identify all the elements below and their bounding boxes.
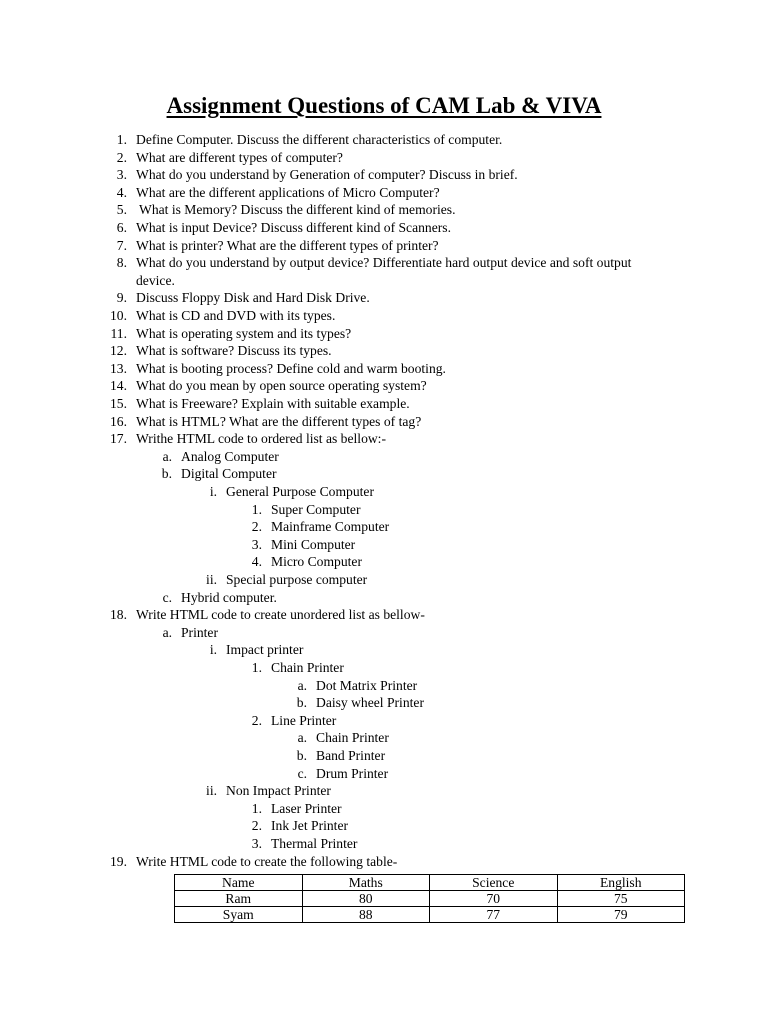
list-text: device. (136, 272, 175, 288)
table-cell: 79 (557, 907, 685, 923)
list-marker: 2. (251, 712, 262, 728)
list-item (110, 307, 336, 325)
table-header-row (175, 875, 685, 891)
list-item (110, 606, 425, 624)
list-marker: 11. (110, 325, 127, 341)
list-marker: 1. (251, 800, 262, 816)
list-marker: ii. (206, 572, 217, 587)
list-text: Micro Computer (271, 554, 362, 570)
table-cell: 70 (430, 891, 558, 907)
table-cell: 88 (302, 907, 430, 923)
list-item (296, 747, 386, 765)
list-text: What is booting process? Define cold and warm booting. (136, 360, 446, 376)
list-marker: 10. (110, 308, 127, 323)
list-marker: b. (296, 748, 307, 763)
list-text: What is CD and DVD with its types. (136, 308, 336, 323)
list-marker: 12. (110, 343, 127, 359)
list-marker: ii. (206, 783, 217, 799)
table-header-cell: Name (175, 875, 303, 891)
list-text: Daisy wheel Printer (316, 695, 424, 711)
list-text: Mainframe Computer (271, 519, 390, 535)
list-marker: 3. (251, 536, 262, 552)
list-text: Non Impact Printer (226, 783, 331, 799)
list-marker: 2. (251, 818, 262, 834)
list-text: Digital Computer (181, 466, 277, 482)
list-marker: 17. (110, 431, 127, 447)
list-item (110, 325, 352, 343)
list-marker: a. (162, 448, 172, 464)
list-item (206, 782, 331, 800)
list-marker: 8. (116, 255, 127, 271)
list-item (251, 712, 337, 730)
list-text: Laser Printer (271, 800, 342, 816)
list-item (110, 430, 386, 448)
list-marker: 5. (116, 202, 127, 218)
list-text: Discuss Floppy Disk and Hard Disk Drive. (136, 290, 370, 306)
list-text: Mini Computer (271, 536, 356, 552)
table-cell: 75 (557, 891, 685, 907)
list-item (297, 677, 418, 695)
list-item (251, 553, 362, 571)
list-text: Hybrid computer. (181, 589, 277, 605)
table-cell: Ram (175, 891, 303, 907)
list-text: What are different types of computer? (136, 149, 343, 165)
list-marker: a. (297, 730, 307, 746)
document-title: Assignment Questions of CAM Lab & VIVA (166, 93, 602, 118)
list-item (297, 729, 389, 747)
table-header-cell: English (557, 875, 685, 891)
list-marker: c. (297, 765, 307, 781)
list-text: Writhe HTML code to ordered list as bellow:- (136, 431, 386, 447)
list-text: What is software? Discuss its types. (136, 343, 332, 359)
list-item (110, 377, 427, 395)
list-item (251, 817, 349, 835)
list-text: Write HTML code to create the following table- (136, 853, 398, 869)
marks-table (174, 874, 685, 923)
list-item (116, 254, 632, 272)
list-marker: 4. (116, 184, 127, 200)
list-marker: 15. (110, 396, 127, 411)
list-text: Super Computer (271, 501, 361, 517)
list-text: What is printer? What are the different types of printer? (136, 237, 439, 253)
list-item (297, 765, 389, 783)
table-cell: Syam (175, 907, 303, 923)
list-marker: b. (161, 466, 172, 482)
list-item (116, 166, 518, 184)
list-item (209, 641, 304, 659)
list-marker: 6. (116, 220, 127, 235)
list-text: Impact printer (226, 642, 304, 658)
list-marker: i. (209, 642, 217, 658)
list-marker: 13. (110, 360, 127, 376)
list-marker: 1. (116, 132, 127, 147)
list-text: Drum Printer (316, 765, 389, 781)
list-text: Ink Jet Printer (271, 818, 349, 834)
list-marker: i. (209, 484, 217, 499)
list-marker: 3. (251, 836, 262, 851)
table-row (175, 907, 685, 923)
list-marker: 9. (116, 290, 127, 306)
list-item (110, 360, 446, 378)
list-marker: a. (297, 677, 307, 693)
list-item (162, 448, 279, 466)
list-marker: 1. (251, 501, 262, 517)
list-text: Band Printer (316, 748, 386, 763)
list-item (110, 413, 422, 431)
table-header-cell: Maths (302, 875, 430, 891)
list-text: Chain Printer (316, 730, 389, 746)
list-item (162, 624, 218, 642)
list-text: What are the different applications of Micro Computer? (136, 184, 440, 200)
list-item (110, 342, 332, 360)
list-marker: 2. (251, 519, 262, 535)
list-marker: 18. (110, 607, 127, 623)
list-marker: c. (162, 589, 172, 605)
list-item (161, 465, 277, 483)
list-item (116, 131, 503, 149)
list-item (251, 536, 356, 554)
list-marker: 3. (116, 167, 127, 183)
list-item (251, 518, 390, 536)
list-text: Analog Computer (181, 448, 279, 464)
list-text: General Purpose Computer (226, 484, 374, 499)
list-text: What is operating system and its types? (136, 325, 352, 341)
list-text: Write HTML code to create unordered list as bellow- (136, 607, 425, 623)
list-marker: 19. (110, 853, 127, 869)
table-row (175, 891, 685, 907)
list-item (116, 289, 370, 307)
list-marker: 1. (251, 660, 262, 675)
list-text: Special purpose computer (226, 572, 368, 587)
list-item (110, 395, 410, 413)
list-marker: 14. (110, 378, 127, 394)
list-item (116, 149, 343, 167)
table-cell: 80 (302, 891, 430, 907)
list-item (206, 571, 368, 589)
list-text: What is Memory? Discuss the different kind of memories. (139, 202, 456, 218)
list-marker: 4. (251, 554, 262, 570)
list-text: What do you mean by open source operating system? (136, 378, 427, 394)
list-text: Thermal Printer (271, 836, 358, 851)
list-text: Line Printer (271, 712, 337, 728)
list-item (251, 659, 344, 677)
list-text: Dot Matrix Printer (316, 677, 418, 693)
list-item (251, 800, 342, 818)
list-marker: 7. (116, 237, 127, 253)
list-item (110, 853, 398, 871)
list-marker: 2. (116, 149, 127, 165)
list-text: Define Computer. Discuss the different characteristics of computer. (136, 132, 503, 147)
list-text: What is HTML? What are the different types of tag? (136, 413, 422, 429)
table-cell: 77 (430, 907, 558, 923)
list-text: What do you understand by output device? Differentiate hard output device and soft output (136, 255, 632, 271)
list-item (162, 589, 277, 607)
list-item (251, 835, 358, 853)
list-text: What do you understand by Generation of computer? Discuss in brief. (136, 167, 518, 183)
list-item (116, 237, 439, 255)
table-header-cell: Science (430, 875, 558, 891)
list-item (116, 219, 451, 237)
list-text: What is Freeware? Explain with suitable example. (136, 396, 410, 411)
list-item (116, 184, 440, 202)
list-item (296, 694, 424, 712)
list-marker: 16. (110, 413, 127, 429)
list-item (251, 501, 361, 519)
list-text: Chain Printer (271, 660, 344, 675)
list-text: What is input Device? Discuss different kind of Scanners. (136, 220, 451, 235)
list-text: Printer (181, 624, 218, 640)
list-item (209, 483, 374, 501)
list-marker: a. (162, 624, 172, 640)
list-marker: b. (296, 695, 307, 711)
list-item-continuation (136, 272, 175, 290)
list-item (116, 201, 456, 219)
